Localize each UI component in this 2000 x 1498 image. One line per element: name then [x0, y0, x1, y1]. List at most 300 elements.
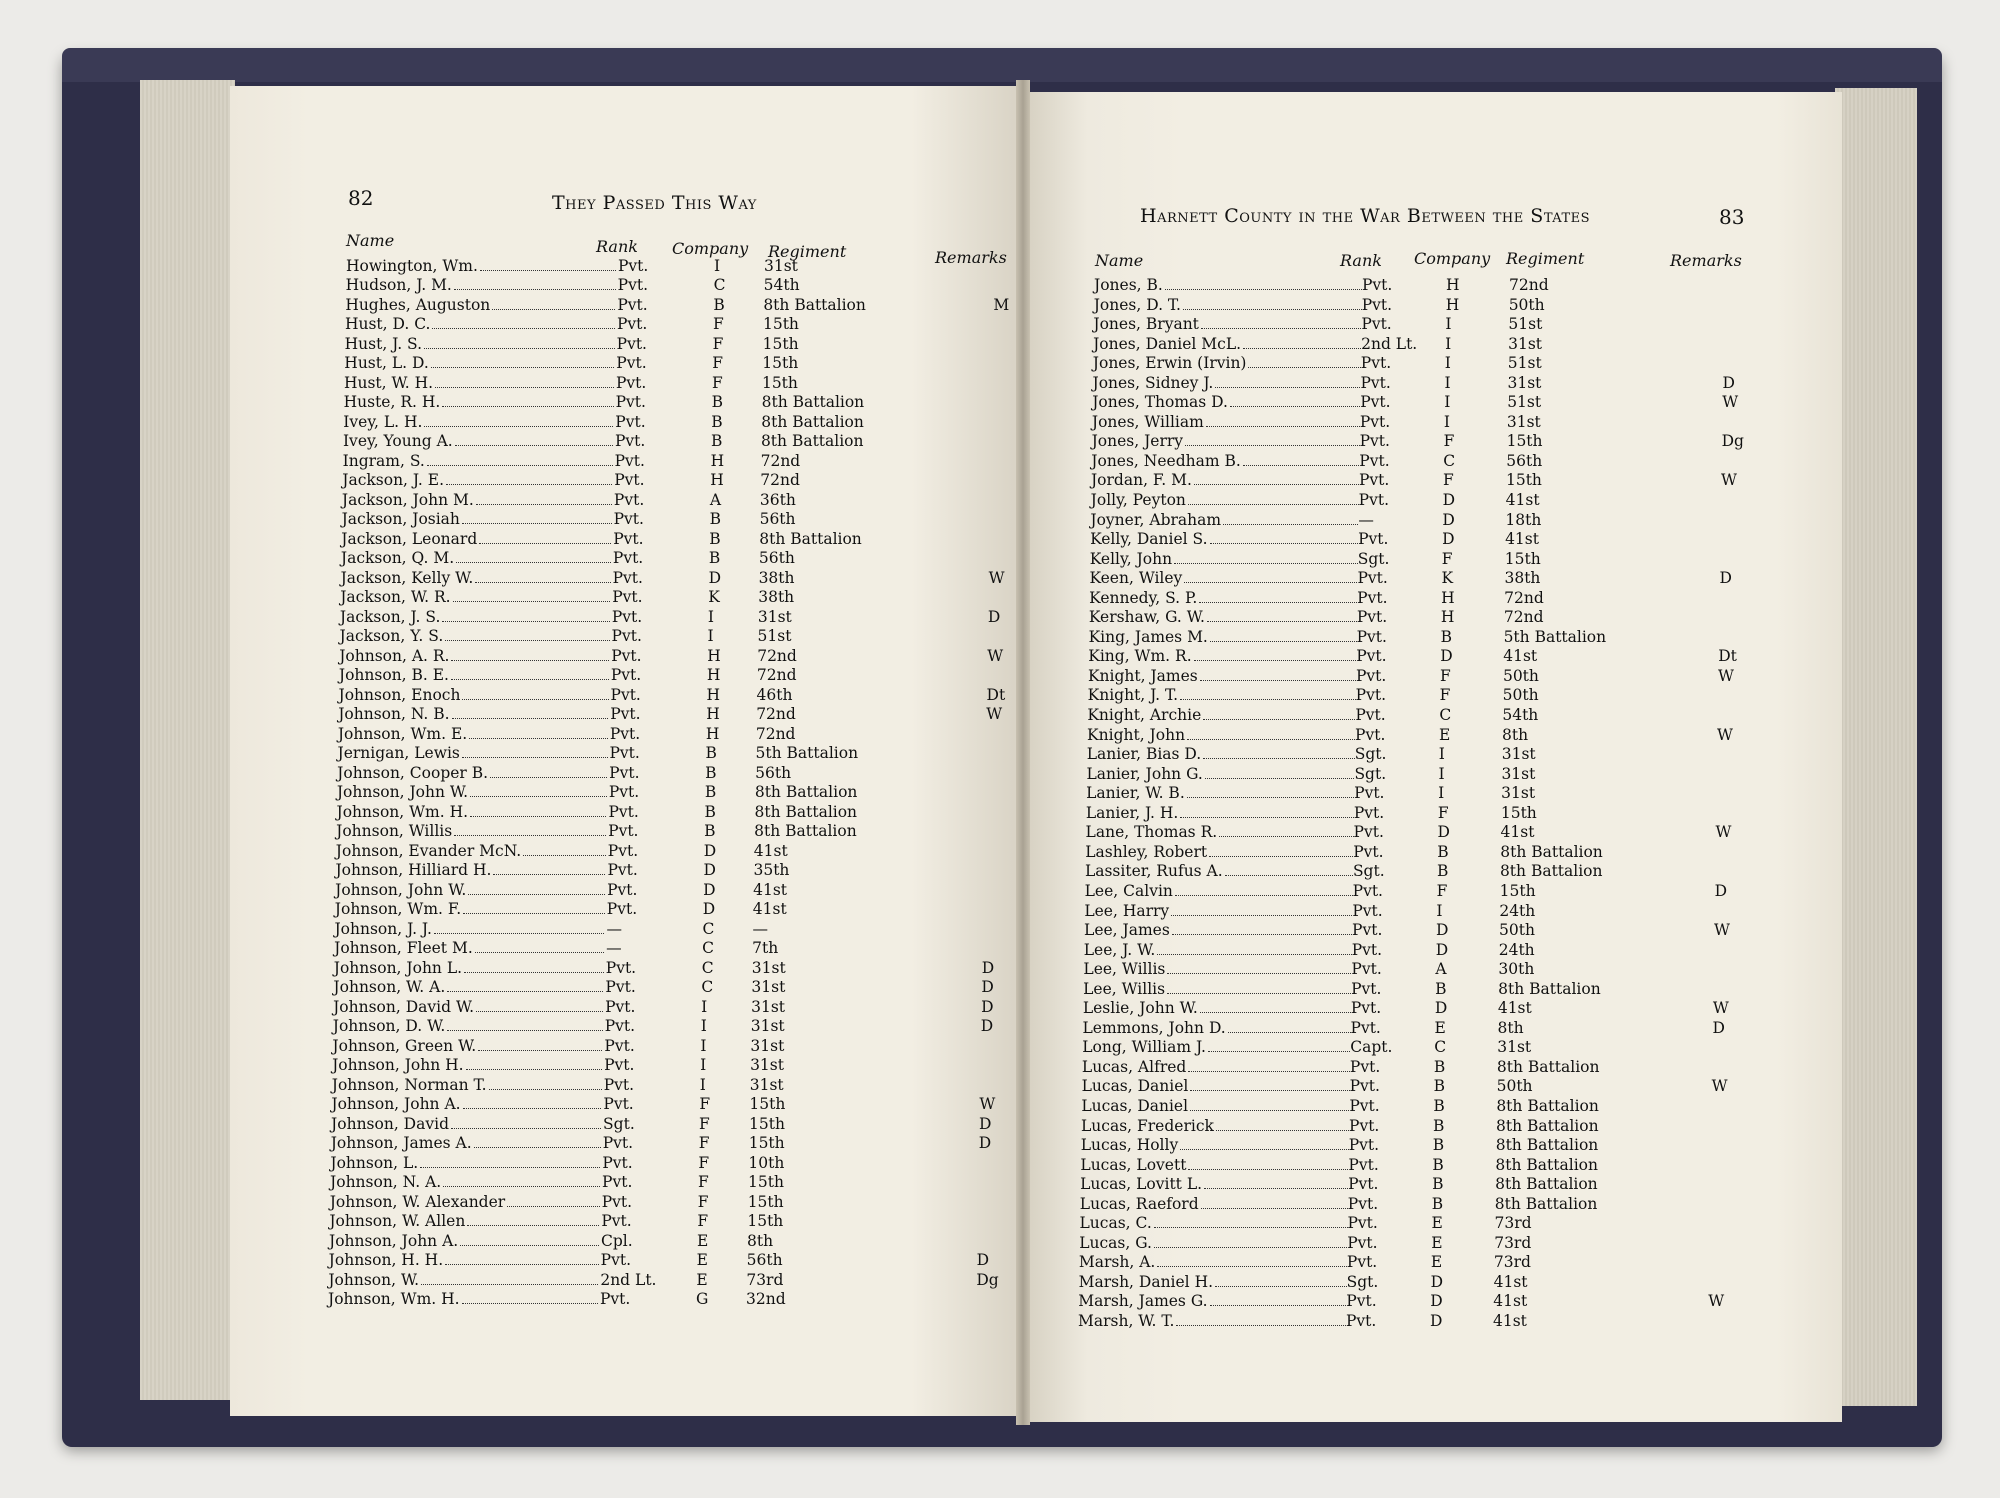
soldier-name: [343, 452, 615, 470]
soldier-name: [1087, 706, 1357, 724]
soldier-rank: Pvt.: [618, 257, 649, 275]
soldier-name: [329, 1251, 601, 1269]
soldier-company: B: [1433, 1077, 1445, 1096]
leader-dots: [1210, 1292, 1347, 1306]
soldier-company: B: [1440, 627, 1452, 646]
leader-dots: [445, 627, 609, 641]
soldier-name-text: Johnson, B. E.: [338, 666, 449, 685]
roster-row: [1078, 1312, 1778, 1331]
soldier-name: [331, 1095, 603, 1113]
soldier-name-text: Johnson, N. A.: [330, 1173, 442, 1192]
soldier-rank: Pvt.: [617, 276, 648, 295]
leader-dots: [1210, 628, 1357, 642]
soldier-rank: Pvt.: [1351, 979, 1382, 998]
soldier-name: [1080, 1156, 1350, 1174]
soldier-rank: Pvt.: [1356, 647, 1387, 666]
soldier-name: [1091, 452, 1361, 470]
soldier-name-text: Johnson, John H.: [332, 1056, 464, 1075]
soldier-regiment: 72nd: [1509, 276, 1549, 294]
soldier-company: C: [702, 939, 714, 958]
soldier-name: [338, 744, 610, 762]
leader-dots: [1187, 784, 1354, 798]
soldier-rank: Cpl.: [601, 1231, 633, 1250]
soldier-regiment: 8th: [1497, 1018, 1524, 1037]
left-page-edges: [140, 80, 235, 1400]
soldier-regiment: 31st: [1507, 373, 1542, 392]
roster-row: [1085, 843, 1785, 862]
soldier-company: I: [1438, 745, 1445, 764]
soldier-name: [335, 881, 607, 899]
leader-dots: [447, 1017, 602, 1031]
soldier-rank: —: [606, 919, 622, 938]
left-header-name: Name: [346, 231, 395, 250]
soldier-name: [342, 510, 614, 528]
roster-row: [333, 998, 1013, 1017]
soldier-rank: Pvt.: [602, 1153, 633, 1172]
soldier-name-text: Johnson, Hilliard H.: [335, 861, 492, 880]
soldier-company: I: [1438, 764, 1445, 783]
soldier-name-text: Johnson, Enoch: [338, 685, 461, 704]
roster-row: [338, 725, 1018, 744]
roster-row: [1089, 608, 1789, 627]
soldier-regiment: 5th Battalion: [755, 744, 859, 763]
soldier-company: A: [1435, 960, 1447, 979]
soldier-rank: Pvt.: [1355, 706, 1386, 725]
left-header-remarks: Remarks: [935, 248, 1007, 267]
soldier-name-text: Lucas, Daniel: [1081, 1096, 1189, 1115]
roster-row: [342, 491, 1022, 510]
roster-row: [1093, 354, 1793, 373]
soldier-rank: Pvt.: [603, 1075, 635, 1094]
roster-row: [1084, 921, 1784, 940]
soldier-remarks: D: [978, 1134, 992, 1153]
soldier-name: [1088, 686, 1358, 704]
soldier-name-text: Ivey, L. H.: [343, 412, 423, 431]
roster-row: [1081, 1136, 1781, 1155]
soldier-rank: Pvt.: [613, 490, 645, 509]
soldier-company: B: [708, 549, 721, 568]
soldier-rank: Pvt.: [609, 763, 640, 782]
roster-row: [337, 764, 1017, 783]
soldier-regiment: 56th: [758, 549, 795, 568]
soldier-company: C: [701, 958, 714, 977]
soldier-name-text: King, Wm. R.: [1088, 647, 1192, 666]
soldier-company: H: [1446, 276, 1460, 294]
soldier-regiment: 15th: [1504, 549, 1541, 568]
leader-dots: [463, 1095, 602, 1109]
leader-dots: [455, 432, 613, 446]
soldier-regiment: 31st: [757, 607, 792, 626]
soldier-name-text: Jones, Sidney J.: [1092, 373, 1214, 392]
soldier-rank: Pvt.: [1352, 881, 1383, 900]
soldier-rank: Pvt.: [1352, 921, 1383, 940]
soldier-regiment: 56th: [759, 510, 796, 529]
soldier-regiment: 8th Battalion: [761, 393, 865, 412]
soldier-remarks: W: [1717, 666, 1734, 685]
soldier-company: C: [702, 919, 715, 938]
soldier-name-text: Hust, D. C.: [344, 315, 431, 334]
leader-dots: [476, 491, 612, 505]
leader-dots: [1216, 1117, 1349, 1131]
soldier-name-text: Johnson, L.: [330, 1153, 419, 1172]
soldier-name-text: Jones, Bryant: [1093, 315, 1199, 334]
roster-row: [1090, 550, 1790, 569]
soldier-rank: Pvt.: [601, 1192, 633, 1211]
soldier-rank: Pvt.: [1355, 666, 1387, 685]
right-running-head: Harnett County in the War Between the States: [1140, 205, 1591, 227]
soldier-company: I: [707, 607, 714, 626]
soldier-rank: Pvt.: [1355, 725, 1386, 744]
soldier-regiment: 38th: [1504, 569, 1541, 588]
leader-dots: [1199, 589, 1357, 603]
roster-row: [1080, 1195, 1780, 1214]
soldier-company: D: [1430, 1272, 1444, 1291]
roster-row: [1093, 335, 1793, 354]
soldier-remarks: D: [1712, 1018, 1725, 1037]
soldier-rank: Pvt.: [1352, 901, 1383, 920]
soldier-name-text: Johnson, W. Allen: [329, 1212, 466, 1231]
soldier-name-text: Hust, J. S.: [344, 334, 423, 353]
soldier-rank: Pvt.: [1347, 1214, 1378, 1233]
right-header-remarks: Remarks: [1670, 251, 1742, 270]
soldier-name: [1082, 1077, 1352, 1095]
soldier-remarks: D: [979, 1114, 992, 1133]
soldier-name-text: Johnson, W.: [328, 1270, 420, 1289]
left-header-regiment: Regiment: [768, 242, 847, 261]
soldier-rank: Sgt.: [1346, 1272, 1379, 1291]
soldier-name: [338, 705, 610, 723]
soldier-rank: Pvt.: [607, 880, 638, 899]
leader-dots: [454, 276, 616, 290]
soldier-regiment: 41st: [753, 841, 788, 860]
leader-dots: [462, 1290, 598, 1304]
leader-dots: [1215, 1273, 1347, 1287]
roster-row: [339, 647, 1019, 666]
roster-row: [345, 335, 1025, 354]
soldier-regiment: 15th: [762, 354, 799, 373]
right-header-company: Company: [1414, 249, 1491, 268]
soldier-company: E: [1431, 1233, 1443, 1252]
soldier-rank: Pvt.: [1353, 823, 1384, 842]
roster-row: [346, 257, 1026, 276]
soldier-rank: Pvt.: [1359, 451, 1390, 470]
roster-row: [1085, 882, 1785, 901]
soldier-name: [341, 530, 613, 548]
soldier-regiment: 15th: [762, 315, 799, 334]
soldier-rank: Pvt.: [605, 958, 637, 977]
roster-row: [1087, 726, 1787, 745]
roster-row: [335, 861, 1015, 880]
leader-dots: [1215, 374, 1360, 388]
soldier-name-text: Hughes, Auguston: [345, 295, 491, 314]
soldier-name-text: Lee, Harry: [1084, 901, 1170, 920]
soldier-regiment: 31st: [1506, 412, 1541, 431]
leader-dots: [492, 296, 615, 310]
soldier-regiment: 38th: [758, 568, 795, 587]
soldier-company: B: [1437, 842, 1449, 861]
soldier-name-text: Marsh, W. T.: [1078, 1312, 1175, 1330]
leader-dots: [1243, 452, 1359, 466]
soldier-name-text: Jackson, Josiah: [341, 510, 460, 529]
roster-row: [1081, 1097, 1781, 1116]
soldier-name-text: Lanier, John G.: [1086, 764, 1203, 783]
soldier-company: I: [699, 1075, 706, 1094]
soldier-name-text: Ingram, S.: [342, 451, 425, 470]
soldier-name-text: Jackson, W. R.: [340, 588, 451, 607]
soldier-regiment: 24th: [1499, 901, 1536, 920]
soldier-regiment: 15th: [747, 1212, 784, 1231]
leader-dots: [1200, 999, 1351, 1013]
soldier-name: [329, 1232, 601, 1250]
soldier-rank: Pvt.: [1360, 393, 1391, 412]
leader-dots: [1180, 686, 1356, 700]
leader-dots: [1165, 276, 1362, 290]
soldier-name-text: Johnson, Wm. H.: [336, 802, 469, 821]
soldier-rank: Pvt.: [602, 1134, 634, 1153]
soldier-rank: 2nd Lt.: [1361, 334, 1418, 353]
soldier-name-text: Knight, Archie: [1087, 706, 1202, 725]
soldier-rank: Pvt.: [1359, 412, 1391, 431]
soldier-regiment: 15th: [748, 1173, 784, 1192]
soldier-rank: Pvt.: [612, 568, 643, 587]
soldier-name-text: Johnson, Norman T.: [331, 1075, 487, 1094]
leader-dots: [523, 842, 606, 856]
soldier-regiment: 31st: [1497, 1038, 1532, 1057]
roster-row: [1088, 686, 1788, 705]
leader-dots: [424, 413, 613, 427]
soldier-regiment: 54th: [763, 276, 800, 295]
soldier-regiment: 18th: [1505, 510, 1542, 529]
soldier-rank: Pvt.: [1348, 1155, 1379, 1174]
soldier-remarks: Dt: [986, 685, 1006, 704]
leader-dots: [1175, 882, 1353, 896]
soldier-rank: Pvt.: [604, 1017, 636, 1036]
roster-row: [329, 1212, 1009, 1231]
soldier-rank: Pvt.: [615, 373, 647, 392]
leader-dots: [1219, 823, 1353, 837]
roster-row: [330, 1154, 1010, 1173]
soldier-name-text: Lemmons, John D.: [1082, 1018, 1226, 1037]
soldier-name: [1092, 432, 1362, 450]
roster-row: [1092, 374, 1792, 393]
soldier-name: [1093, 354, 1363, 372]
soldier-company: I: [1444, 393, 1451, 412]
soldier-name-text: Jackson, Kelly W.: [340, 568, 474, 587]
soldier-company: B: [711, 412, 723, 431]
soldier-name-text: Jackson, J. S.: [339, 607, 441, 626]
soldier-regiment: 56th: [1506, 451, 1543, 470]
soldier-rank: Pvt.: [612, 588, 643, 607]
soldier-name-text: Jones, Needham B.: [1091, 451, 1241, 470]
leader-dots: [1210, 530, 1359, 544]
roster-row: [1089, 589, 1789, 608]
leader-dots: [451, 1115, 601, 1129]
soldier-company: A: [709, 490, 722, 509]
soldier-regiment: 31st: [750, 1056, 784, 1075]
soldier-regiment: 73rd: [1494, 1214, 1532, 1233]
leader-dots: [1174, 550, 1358, 564]
leader-dots: [451, 647, 609, 661]
soldier-remarks: W: [979, 1095, 996, 1114]
soldier-rank: Pvt.: [1346, 1292, 1377, 1311]
soldier-name: [332, 1037, 604, 1055]
soldier-regiment: 72nd: [756, 666, 797, 685]
soldier-rank: Pvt.: [605, 978, 636, 997]
soldier-company: D: [702, 900, 716, 919]
soldier-regiment: 72nd: [1503, 608, 1544, 627]
roster-row: [1080, 1175, 1780, 1194]
soldier-name: [1092, 393, 1362, 411]
soldier-name: [1083, 1019, 1353, 1037]
soldier-rank: Pvt.: [602, 1173, 633, 1192]
soldier-rank: Pvt.: [608, 802, 639, 821]
roster-row: [341, 549, 1021, 568]
soldier-rank: Pvt.: [612, 549, 644, 568]
soldier-company: I: [1445, 315, 1452, 334]
soldier-name: [341, 569, 613, 587]
leader-dots: [1154, 1214, 1348, 1228]
soldier-name: [337, 783, 609, 801]
leader-dots: [420, 1154, 600, 1168]
soldier-name: [1093, 335, 1363, 353]
soldier-rank: Pvt.: [1351, 960, 1382, 979]
soldier-rank: Pvt.: [607, 841, 639, 860]
leader-dots: [421, 1271, 598, 1285]
leader-dots: [1201, 315, 1361, 329]
soldier-company: C: [1443, 451, 1456, 470]
roster-row: [1092, 393, 1792, 412]
soldier-company: H: [706, 666, 721, 685]
leader-dots: [1243, 335, 1361, 349]
soldier-regiment: 50th: [1496, 1077, 1533, 1096]
soldier-name-text: Johnson, John L.: [333, 958, 463, 977]
soldier-name-text: Howington, Wm.: [346, 257, 478, 275]
soldier-regiment: 51st: [1507, 354, 1542, 373]
leader-dots: [1248, 354, 1360, 368]
soldier-regiment: 50th: [1502, 686, 1539, 705]
soldier-remarks: W: [1717, 725, 1733, 744]
soldier-regiment: 36th: [759, 490, 796, 509]
soldier-name-text: Lucas, Lovett: [1080, 1155, 1187, 1174]
soldier-regiment: 72nd: [756, 705, 796, 724]
soldier-regiment: 8th: [747, 1231, 774, 1250]
soldier-rank: Pvt.: [610, 666, 642, 685]
soldier-company: E: [697, 1231, 709, 1250]
roster-row: [1093, 315, 1793, 334]
leader-dots: [1167, 980, 1351, 994]
soldier-company: K: [1441, 569, 1454, 588]
leader-dots: [456, 549, 611, 563]
soldier-name: [1083, 999, 1353, 1017]
soldier-company: D: [1442, 530, 1455, 549]
soldier-rank: Pvt.: [1356, 627, 1387, 646]
soldier-company: F: [698, 1134, 710, 1153]
soldier-company: I: [1444, 354, 1451, 373]
soldier-rank: Pvt.: [1354, 784, 1385, 803]
soldier-regiment: 41st: [753, 880, 788, 899]
soldier-regiment: 50th: [1499, 921, 1535, 940]
soldier-company: I: [700, 1056, 707, 1075]
roster-row: [331, 1115, 1011, 1134]
soldier-name-text: Leslie, John W.: [1082, 999, 1198, 1018]
soldier-name: [335, 900, 607, 918]
soldier-name-text: Johnson, Willis: [336, 822, 453, 841]
soldier-name: [339, 666, 611, 684]
soldier-name: [329, 1212, 601, 1230]
soldier-regiment: 8th: [1502, 725, 1529, 744]
soldier-regiment: 38th: [758, 588, 795, 607]
soldier-regiment: 8th Battalion: [754, 802, 858, 821]
leader-dots: [442, 393, 613, 407]
soldier-company: D: [1430, 1292, 1443, 1311]
soldier-name-text: Johnson, H. H.: [328, 1251, 444, 1270]
soldier-regiment: 72nd: [760, 451, 801, 470]
leader-dots: [452, 705, 609, 719]
soldier-name: [345, 296, 617, 314]
leader-dots: [462, 510, 612, 524]
soldier-company: E: [1431, 1214, 1443, 1233]
leader-dots: [490, 764, 607, 778]
soldier-company: H: [705, 724, 720, 743]
soldier-name-text: Johnson, John A.: [331, 1095, 461, 1114]
soldier-regiment: 72nd: [757, 646, 797, 665]
roster-row: [341, 569, 1021, 588]
soldier-rank: Pvt.: [604, 1036, 635, 1055]
soldier-regiment: 15th: [1506, 432, 1543, 451]
soldier-remarks: W: [1712, 999, 1729, 1018]
soldier-rank: Pvt.: [1360, 354, 1392, 373]
soldier-company: B: [709, 510, 721, 529]
soldier-regiment: 31st: [749, 1075, 784, 1094]
roster-row: [1080, 1156, 1780, 1175]
soldier-company: E: [1434, 1018, 1446, 1037]
right-page-number: 83: [1719, 205, 1745, 229]
soldier-rank: Pvt.: [617, 295, 648, 314]
soldier-rank: Pvt.: [603, 1095, 634, 1114]
soldier-name-text: Jones, Thomas D.: [1092, 393, 1228, 412]
leader-dots: [1184, 569, 1357, 583]
roster-row: [1092, 432, 1792, 451]
soldier-name: [339, 647, 611, 665]
soldier-company: B: [1436, 862, 1449, 881]
roster-row: [344, 354, 1024, 373]
soldier-regiment: 15th: [747, 1192, 784, 1211]
soldier-name-text: Knight, John: [1087, 725, 1186, 744]
soldier-remarks: W: [1720, 471, 1737, 490]
leader-dots: [1225, 862, 1353, 876]
roster-row: [1080, 1214, 1780, 1233]
soldier-regiment: 41st: [1505, 491, 1540, 510]
soldier-company: F: [711, 373, 723, 392]
soldier-name: [1081, 1097, 1351, 1115]
leader-dots: [493, 861, 605, 875]
soldier-name-text: Marsh, A.: [1078, 1253, 1156, 1272]
leader-dots: [469, 725, 608, 739]
soldier-name: [1090, 550, 1360, 568]
leader-dots: [1209, 843, 1353, 857]
soldier-name-text: King, James M.: [1088, 627, 1208, 646]
roster-row: [1086, 804, 1786, 823]
soldier-rank: Pvt.: [608, 822, 639, 841]
roster-row: [343, 413, 1023, 432]
roster-row: [336, 842, 1016, 861]
soldier-company: E: [696, 1251, 708, 1270]
soldier-regiment: 31st: [1508, 334, 1542, 353]
soldier-name: [331, 1134, 603, 1152]
soldier-company: F: [1443, 432, 1455, 451]
roster-row: [1086, 765, 1786, 784]
soldier-name: [1094, 296, 1364, 314]
